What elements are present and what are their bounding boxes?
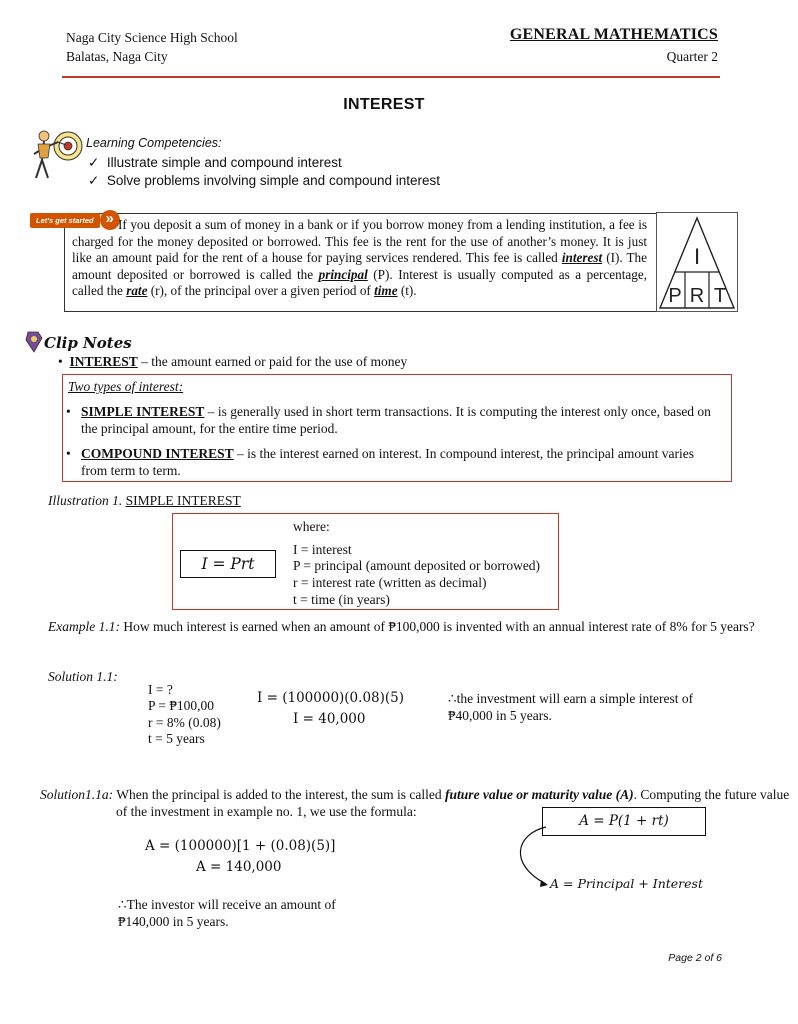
formula-simple-interest: I = Prt [180,550,276,578]
triangle-i: I [693,244,701,269]
example-1-1: Example 1.1: How much interest is earned when an amount of ₱100,000 is invented with an annual interest rate of 8% for 5 years? [48,619,755,634]
page-title: INTEREST [343,96,425,113]
header-divider [62,76,720,78]
bullet-simple-interest: • SIMPLE INTEREST – is generally used in short term transactions. It is computing the interest only once, based on the principal amount, for the entire time period. [66,404,711,436]
competency-item: ✓ Illustrate simple and compound interest [88,155,342,170]
future-value-note: A = Principal + Interest [550,876,703,891]
bullet-icon: • [58,354,63,369]
given-t: t = 5 years [148,731,205,746]
triangle-t: T [713,285,727,307]
def-time: t = time (in years) [293,592,390,607]
school-name: Naga City Science High School [66,30,238,45]
def-rate: r = interest rate (written as decimal) [293,575,487,590]
types-label: Two types of interest: [68,379,184,394]
formula-future-value: A = P(1 + rt) [542,807,706,836]
calc-future-value-2: A = 140,000 [196,859,282,875]
illustration-heading: Illustration 1. SIMPLE INTEREST [48,493,241,508]
given-p: P = ₱100,00 [148,698,215,713]
term-interest: interest [561,250,603,266]
badge-label: Let's get started [30,213,100,228]
subject-title: GENERAL MATHEMATICS [509,26,718,43]
school-location: Balatas, Naga City [66,49,168,64]
clip-notes-heading: Clip Notes [44,334,132,352]
competency-item: ✓ Solve problems involving simple and compound interest [88,173,441,188]
triangle-p: P [668,285,682,307]
checkmark-icon: ✓ [88,173,100,188]
solution-label: Solution 1.1: [48,669,118,684]
dart-player-icon [28,126,82,184]
double-chevron-icon: » [100,210,120,230]
term-time: time [374,283,398,299]
calc-future-value-1: A = (100000)[1 + (0.08)(5)] [145,838,336,854]
bullet-compound-interest: • COMPOUND INTEREST – is the interest earned on interest. In compound interest, the principal amount varies from term to term. [66,446,695,478]
term-rate: rate [126,283,148,299]
term-principal: principal [318,266,368,282]
def-interest: I = interest [293,542,352,557]
interest-triangle-diagram [656,212,738,312]
page-number: Page 2 of 6 [668,952,722,964]
given-i: I = ? [148,682,173,697]
intro-paragraph: If you deposit a sum of money in a bank or if you borrow money from a lending institution, a fee is charged for the money deposited or borrowed. This fee is the rent for the use of another’s money. It is just like an amount paid for the rent of a house for paying services rendered. This fee is called interest (I). The amount deposited or borrowed is called the principal (P). Interest is usually computed as a percentage, called the rate (r), of the principal over a given period of time (t). [72,217,647,299]
calc-interest-2: I = 40,000 [293,711,366,727]
future-value-conclusion: ∴The investor will receive an amount of ₱140,000 in 5 years. [118,897,336,929]
def-principal: P = principal (amount deposited or borrowed) [293,558,541,573]
where-label: where: [293,519,330,534]
given-r: r = 8% (0.08) [148,715,221,730]
checkmark-icon: ✓ [88,155,100,170]
bullet-icon: • [66,404,71,419]
quarter-label: Quarter 2 [666,49,718,64]
solution-1-1a: Solution1.1a: When the principal is added to the interest, the sum is called future value or maturity value (A). Computing the future value of the investment in example no. 1, we use the formula: [40,787,790,819]
triangle-r: R [689,285,705,307]
calc-interest-1: I = (100000)(0.08)(5) [257,690,405,706]
bullet-interest: • INTEREST – the amount earned or paid for the use of money [58,354,408,369]
clip-notes-icon [24,330,44,354]
bullet-icon: • [66,446,71,461]
learning-competencies-heading: Learning Competencies: [86,136,222,150]
solution-conclusion: ∴the investment will earn a simple interest of ₱40,000 in 5 years. [448,691,694,723]
